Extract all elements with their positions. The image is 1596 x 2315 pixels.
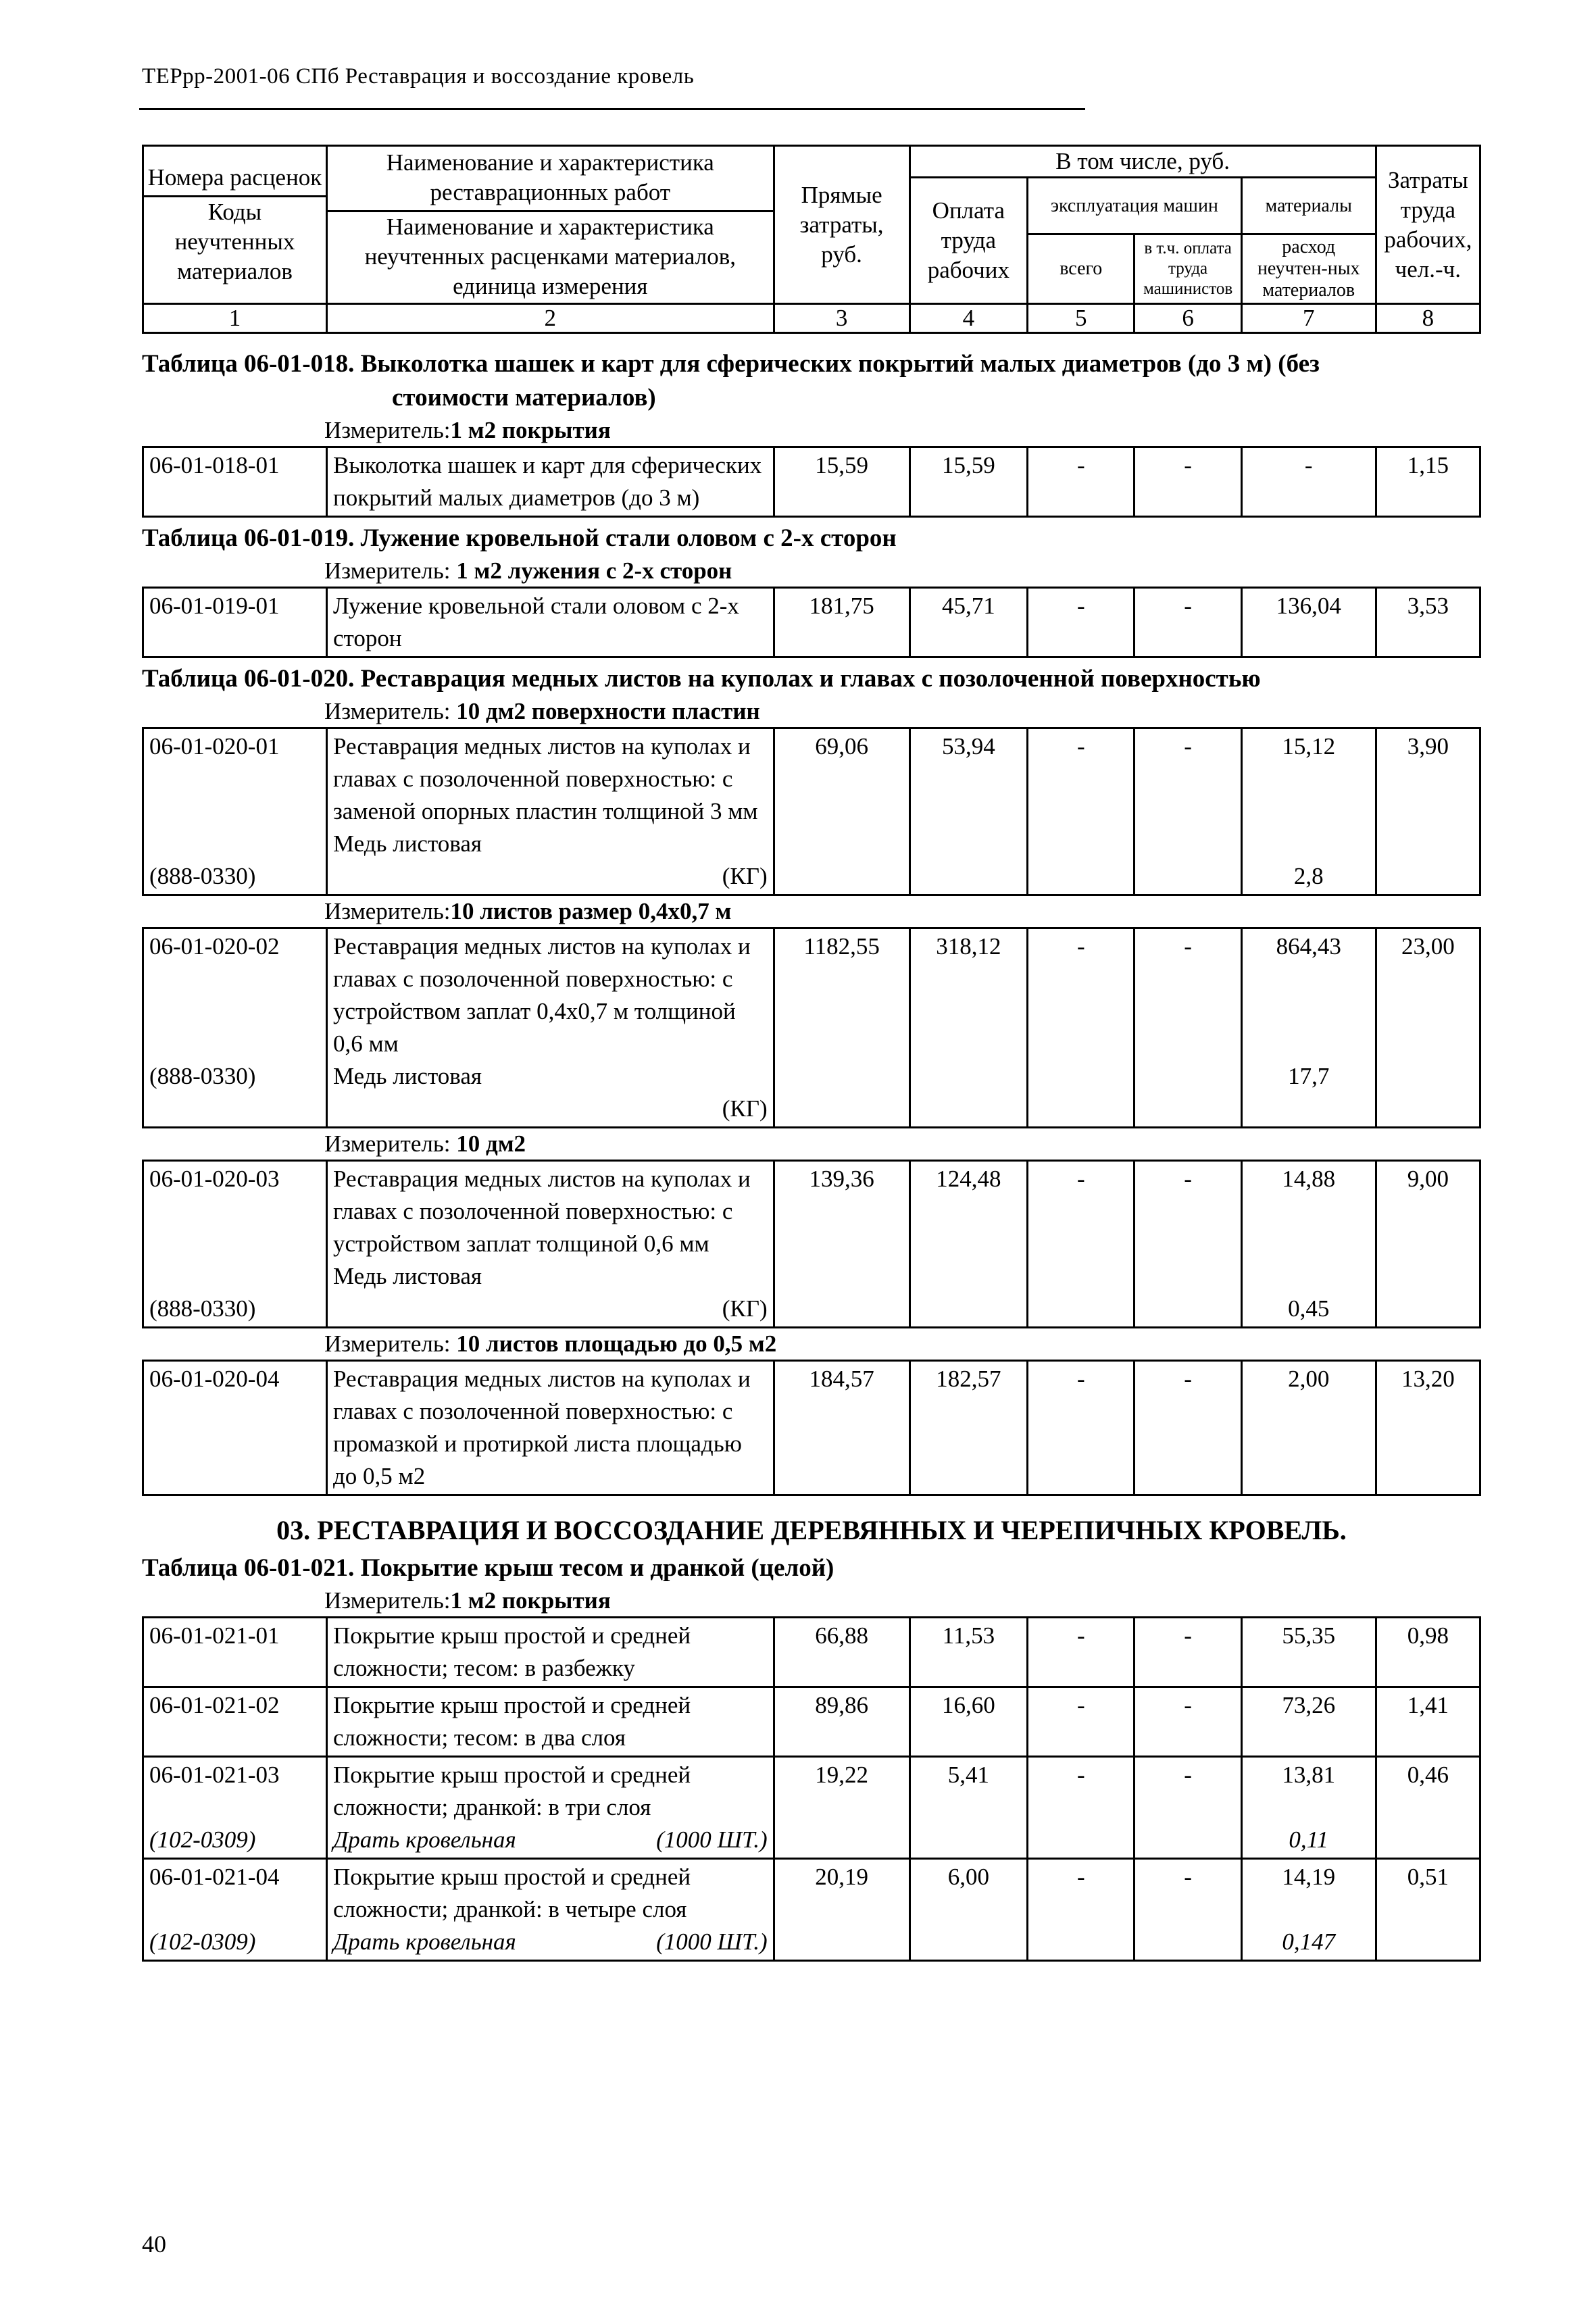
table-020-title: Таблица 06-01-020. Реставрация медных листов на куполах и главах с позолоченной поверхностью bbox=[142, 665, 1261, 693]
col-num: 6 bbox=[1134, 304, 1241, 333]
machinists-pay: - bbox=[1134, 728, 1241, 895]
table-020-group-4 bbox=[142, 1360, 1481, 1496]
machinists-pay: - bbox=[1134, 1859, 1241, 1961]
labor-pay: 124,48 bbox=[909, 1161, 1028, 1328]
rate-code: 06-01-021-03 bbox=[149, 1762, 280, 1788]
table-020-measure-1 bbox=[142, 696, 1481, 727]
header-machines-total: всего bbox=[1028, 234, 1134, 304]
machines-total: - bbox=[1028, 1859, 1134, 1961]
header-direct-costs: Прямые затраты, руб. bbox=[774, 146, 909, 304]
machinists-pay: - bbox=[1134, 928, 1241, 1128]
labor-hours: 9,00 bbox=[1376, 1161, 1480, 1328]
machines-total: - bbox=[1028, 928, 1134, 1128]
labor-hours: 13,20 bbox=[1376, 1361, 1480, 1495]
labor-hours: 0,98 bbox=[1376, 1618, 1480, 1687]
table-019-measure bbox=[142, 555, 1481, 587]
labor-pay: 5,41 bbox=[909, 1757, 1028, 1859]
measure-value: 10 листов размер 0,4х0,7 м bbox=[450, 898, 732, 924]
table-021-measure bbox=[142, 1585, 1481, 1616]
direct-costs: 66,88 bbox=[774, 1618, 909, 1687]
rate-code: 06-01-020-01 bbox=[149, 733, 280, 760]
machinists-pay: - bbox=[1134, 447, 1241, 517]
rate-code: 06-01-021-04 bbox=[149, 1864, 280, 1890]
header-including: В том числе, руб. bbox=[909, 146, 1376, 178]
machines-total: - bbox=[1028, 588, 1134, 657]
labor-hours: 0,51 bbox=[1376, 1859, 1480, 1961]
material-name: Медь листовая bbox=[332, 1063, 482, 1089]
table-019-title: Таблица 06-01-019. Лужение кровельной стали оловом с 2-х сторон bbox=[142, 524, 897, 552]
material-code: (102-0309) bbox=[149, 1928, 256, 1955]
measure-label: Измеритель: bbox=[324, 557, 451, 584]
direct-costs: 1182,55 bbox=[774, 928, 909, 1128]
page-header: ТЕРрр-2001-06 СПб Реставрация и воссоздание кровель bbox=[142, 64, 695, 89]
col-num: 5 bbox=[1028, 304, 1134, 333]
work-name: Реставрация медных листов на куполах и главах с позолоченной поверхностью: с заменой опорных пластин толщиной 3 мм bbox=[332, 733, 758, 824]
measure-label: Измеритель: bbox=[324, 1587, 451, 1614]
materials: 15,12 bbox=[1282, 733, 1336, 760]
table-row bbox=[143, 588, 1480, 657]
direct-costs: 181,75 bbox=[774, 588, 909, 657]
material-line bbox=[333, 1926, 768, 1958]
materials: 2,00 bbox=[1241, 1361, 1376, 1495]
labor-pay: 11,53 bbox=[909, 1618, 1028, 1687]
work-name-cell bbox=[326, 728, 774, 895]
work-name: Реставрация медных листов на куполах и главах с позолоченной поверхностью: с устройством заплат толщиной 0,6 мм bbox=[332, 1166, 751, 1257]
materials: 136,04 bbox=[1241, 588, 1376, 657]
col-num: 1 bbox=[143, 304, 327, 333]
table-020-measure-3 bbox=[142, 1128, 1481, 1160]
direct-costs: 139,36 bbox=[774, 1161, 909, 1328]
col-num: 8 bbox=[1376, 304, 1480, 333]
table-020-measure-4 bbox=[142, 1328, 1481, 1360]
machines-total: - bbox=[1028, 1361, 1134, 1495]
labor-pay: 53,94 bbox=[909, 728, 1028, 895]
header-machinists-pay: в т.ч. оплата труда машинистов bbox=[1134, 234, 1241, 304]
materials-cell bbox=[1241, 1161, 1376, 1328]
rate-code: 06-01-020-03 bbox=[149, 1166, 280, 1192]
header-labor-pay: Оплата труда рабочих bbox=[909, 178, 1028, 304]
header-machines: эксплуатация машин bbox=[1028, 178, 1242, 234]
table-row bbox=[143, 1161, 1480, 1328]
table-020-group-1 bbox=[142, 727, 1481, 896]
machines-total: - bbox=[1028, 1757, 1134, 1859]
labor-pay: 16,60 bbox=[909, 1687, 1028, 1757]
table-018-title bbox=[142, 347, 1481, 415]
machines-total: - bbox=[1028, 728, 1134, 895]
work-name-cell bbox=[326, 1859, 774, 1961]
direct-costs: 184,57 bbox=[774, 1361, 909, 1495]
material-qty: 2,8 bbox=[1293, 863, 1324, 889]
material-code: (888-0330) bbox=[149, 1063, 256, 1089]
measure-label: Измеритель: bbox=[324, 898, 451, 924]
measure-value: 10 листов площадью до 0,5 м2 bbox=[456, 1330, 777, 1357]
table-018-title-cont: стоимости материалов) bbox=[392, 384, 656, 412]
table-row bbox=[143, 1859, 1480, 1961]
rate-code: 06-01-020-02 bbox=[149, 933, 280, 960]
table-row bbox=[143, 728, 1480, 895]
machines-total: - bbox=[1028, 1687, 1134, 1757]
work-name: Покрытие крыш простой и средней сложности; тесом: в разбежку bbox=[326, 1618, 774, 1687]
col-num: 3 bbox=[774, 304, 909, 333]
machinists-pay: - bbox=[1134, 1618, 1241, 1687]
table-row bbox=[143, 1757, 1480, 1859]
work-name: Покрытие крыш простой и средней сложности; тесом: в два слоя bbox=[326, 1687, 774, 1757]
labor-hours: 1,15 bbox=[1376, 447, 1480, 517]
material-code: (102-0309) bbox=[149, 1826, 256, 1853]
machinists-pay: - bbox=[1134, 1687, 1241, 1757]
page-number: 40 bbox=[142, 2231, 166, 2258]
measure-value: 10 дм2 поверхности пластин bbox=[456, 698, 760, 724]
work-name: Покрытие крыш простой и средней сложности; дранкой: в три слоя bbox=[332, 1762, 691, 1820]
material-qty: 0,147 bbox=[1282, 1928, 1336, 1955]
direct-costs: 89,86 bbox=[774, 1687, 909, 1757]
rate-code-cell bbox=[143, 928, 327, 1128]
work-name: Покрытие крыш простой и средней сложности; дранкой: в четыре слоя bbox=[332, 1864, 691, 1922]
materials: 864,43 bbox=[1276, 933, 1341, 960]
measure-value: 1 м2 покрытия bbox=[450, 417, 611, 443]
work-name-cell bbox=[326, 928, 774, 1128]
rate-code: 06-01-018-01 bbox=[143, 447, 327, 517]
material-name: Медь листовая bbox=[332, 830, 482, 857]
machines-total: - bbox=[1028, 1161, 1134, 1328]
labor-hours: 3,53 bbox=[1376, 588, 1480, 657]
material-name: Драть кровельная bbox=[332, 1826, 516, 1853]
table-row bbox=[143, 1361, 1480, 1495]
material-qty: 0,45 bbox=[1288, 1295, 1330, 1322]
material-unit: (КГ) bbox=[722, 863, 768, 889]
materials: 73,26 bbox=[1241, 1687, 1376, 1757]
labor-hours: 1,41 bbox=[1376, 1687, 1480, 1757]
column-header-table bbox=[142, 145, 1481, 334]
measure-label: Измеритель: bbox=[324, 1130, 451, 1157]
header-rate-numbers-label: Номера расценок bbox=[144, 163, 326, 197]
machinists-pay: - bbox=[1134, 1757, 1241, 1859]
direct-costs: 69,06 bbox=[774, 728, 909, 895]
material-unit: (1000 ШТ.) bbox=[656, 1826, 768, 1853]
table-020-group-2 bbox=[142, 927, 1481, 1128]
work-name: Реставрация медных листов на куполах и главах с позолоченной поверхностью: с промазкой и протиркой листа площадью до 0,5 м2 bbox=[326, 1361, 774, 1495]
material-unit: (КГ) bbox=[722, 1095, 768, 1122]
labor-hours: 0,46 bbox=[1376, 1757, 1480, 1859]
measure-value: 10 дм2 bbox=[456, 1130, 526, 1157]
machinists-pay: - bbox=[1134, 1361, 1241, 1495]
rate-code: 06-01-019-01 bbox=[143, 588, 327, 657]
table-021 bbox=[142, 1616, 1481, 1962]
machinists-pay: - bbox=[1134, 588, 1241, 657]
materials: - bbox=[1241, 447, 1376, 517]
table-021-title: Таблица 06-01-021. Покрытие крыш тесом и дранкой (целой) bbox=[142, 1554, 834, 1582]
materials-cell bbox=[1241, 1757, 1376, 1859]
materials-cell bbox=[1241, 1859, 1376, 1961]
col-num: 4 bbox=[909, 304, 1028, 333]
col-num: 2 bbox=[326, 304, 774, 333]
measure-label: Измеритель: bbox=[324, 417, 451, 443]
table-020-measure-2 bbox=[142, 896, 1481, 927]
header-work-name-label: Наименование и характеристика реставрационных работ bbox=[328, 148, 773, 212]
labor-pay: 182,57 bbox=[909, 1361, 1028, 1495]
material-code: (888-0330) bbox=[149, 863, 256, 889]
material-qty: 0,11 bbox=[1289, 1826, 1329, 1853]
labor-pay: 45,71 bbox=[909, 588, 1028, 657]
material-line bbox=[333, 1824, 768, 1856]
header-material-codes-label: Коды неучтенных материалов bbox=[174, 199, 295, 284]
material-name: Драть кровельная bbox=[332, 1928, 516, 1955]
header-rate-numbers bbox=[143, 146, 327, 304]
materials-cell bbox=[1241, 728, 1376, 895]
labor-pay: 6,00 bbox=[909, 1859, 1028, 1961]
material-unit: (1000 ШТ.) bbox=[656, 1928, 768, 1955]
table-018 bbox=[142, 446, 1481, 518]
rate-code-cell bbox=[143, 1859, 327, 1961]
material-name: Медь листовая bbox=[332, 1263, 482, 1289]
work-name-cell bbox=[326, 1161, 774, 1328]
materials: 14,19 bbox=[1282, 1864, 1336, 1890]
header-materials: материалы bbox=[1241, 178, 1376, 234]
direct-costs: 19,22 bbox=[774, 1757, 909, 1859]
work-name-cell bbox=[326, 1757, 774, 1859]
table-018-title-text: Таблица 06-01-018. Выколотка шашек и карт для сферических покрытий малых диаметров (до 3 м) (без bbox=[142, 350, 1320, 378]
table-019 bbox=[142, 587, 1481, 658]
rate-code: 06-01-020-04 bbox=[143, 1361, 327, 1495]
labor-pay: 15,59 bbox=[909, 447, 1028, 517]
table-row bbox=[143, 1687, 1480, 1757]
rate-code-cell bbox=[143, 1161, 327, 1328]
material-qty: 17,7 bbox=[1288, 1063, 1330, 1089]
header-unaccounted-materials: расход неучтен-ных материалов bbox=[1241, 234, 1376, 304]
table-row bbox=[143, 928, 1480, 1128]
labor-pay: 318,12 bbox=[909, 928, 1028, 1128]
table-row bbox=[143, 1618, 1480, 1687]
header-work-name bbox=[326, 146, 774, 304]
machines-total: - bbox=[1028, 1618, 1134, 1687]
machinists-pay: - bbox=[1134, 1161, 1241, 1328]
machines-total: - bbox=[1028, 447, 1134, 517]
measure-label: Измеритель: bbox=[324, 698, 451, 724]
work-name: Выколотка шашек и карт для сферических покрытий малых диаметров (до 3 м) bbox=[326, 447, 774, 517]
header-labor-hours: Затраты труда рабочих, чел.-ч. bbox=[1376, 146, 1480, 304]
measure-value: 1 м2 покрытия bbox=[450, 1587, 611, 1614]
col-num: 7 bbox=[1241, 304, 1376, 333]
direct-costs: 15,59 bbox=[774, 447, 909, 517]
labor-hours: 3,90 bbox=[1376, 728, 1480, 895]
materials: 13,81 bbox=[1282, 1762, 1336, 1788]
rate-code: 06-01-021-02 bbox=[143, 1687, 327, 1757]
direct-costs: 20,19 bbox=[774, 1859, 909, 1961]
rate-code-cell bbox=[143, 728, 327, 895]
header-rule bbox=[139, 108, 1085, 110]
work-name: Лужение кровельной стали оловом с 2-х сторон bbox=[326, 588, 774, 657]
materials: 55,35 bbox=[1241, 1618, 1376, 1687]
table-row bbox=[143, 447, 1480, 517]
header-material-name-label: Наименование и характеристика неучтенных расценками материалов, единица измерения bbox=[364, 214, 737, 299]
labor-hours: 23,00 bbox=[1376, 928, 1480, 1128]
measure-label: Измеритель: bbox=[324, 1330, 451, 1357]
document-body bbox=[142, 145, 1481, 1962]
measure-value: 1 м2 лужения с 2-х сторон bbox=[456, 557, 732, 584]
rate-code: 06-01-021-01 bbox=[143, 1618, 327, 1687]
section-03-title: 03. РЕСТАВРАЦИЯ И ВОССОЗДАНИЕ ДЕРЕВЯННЫХ И ЧЕРЕПИЧНЫХ КРОВЕЛЬ. bbox=[276, 1515, 1347, 1545]
table-018-measure bbox=[142, 415, 1481, 446]
material-unit: (КГ) bbox=[722, 1295, 768, 1322]
table-020-group-3 bbox=[142, 1160, 1481, 1328]
materials: 14,88 bbox=[1282, 1166, 1336, 1192]
materials-cell bbox=[1241, 928, 1376, 1128]
rate-code-cell bbox=[143, 1757, 327, 1859]
work-name: Реставрация медных листов на куполах и главах с позолоченной поверхностью: с устройством заплат 0,4х0,7 м толщиной 0,6 мм bbox=[332, 933, 751, 1057]
material-code: (888-0330) bbox=[149, 1295, 256, 1322]
